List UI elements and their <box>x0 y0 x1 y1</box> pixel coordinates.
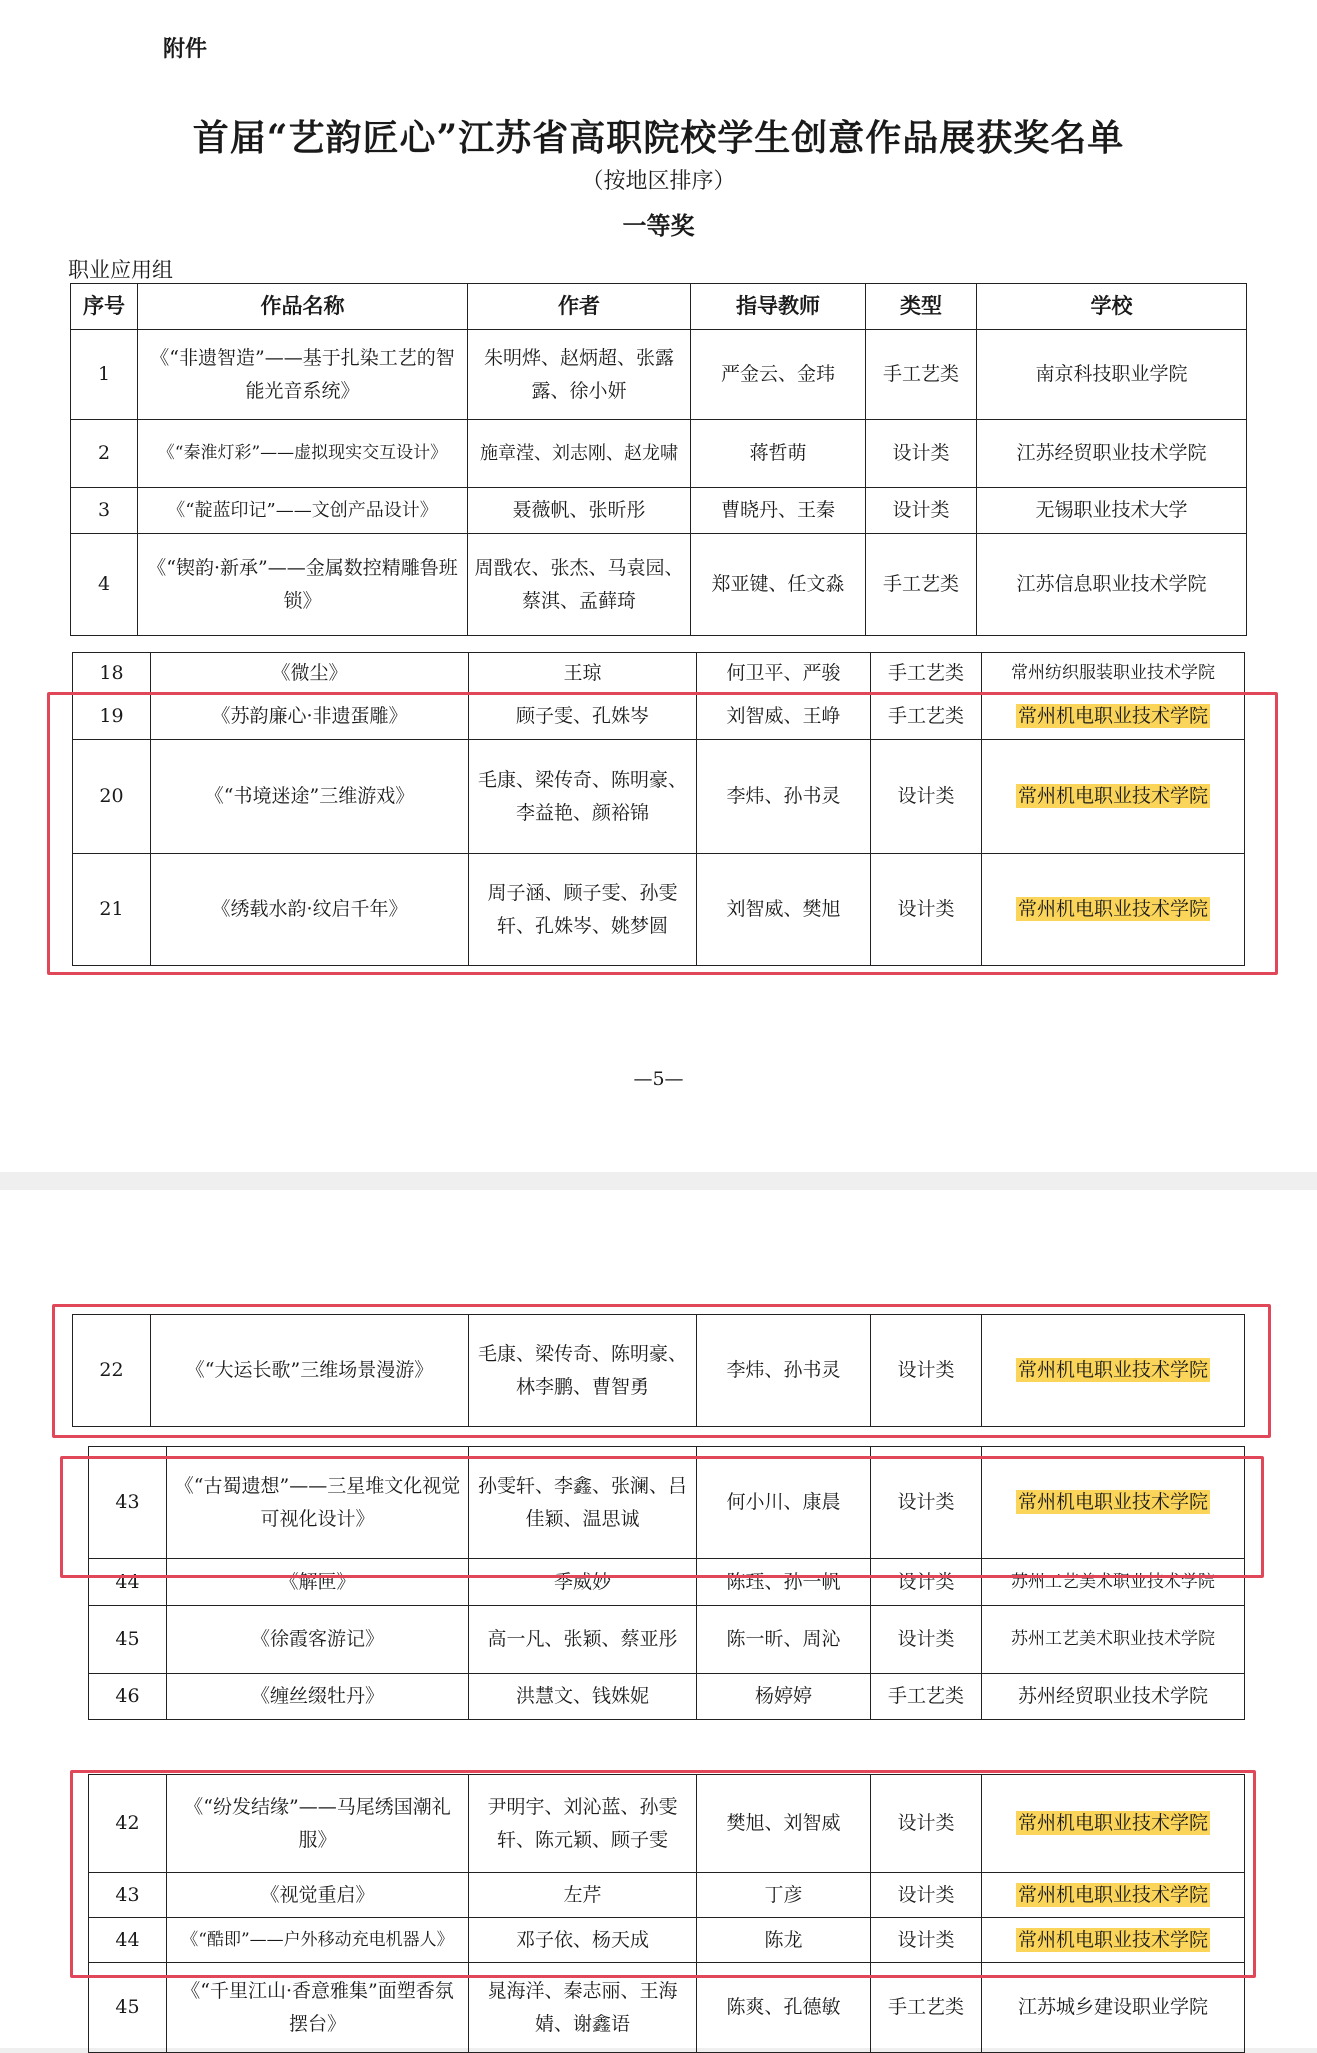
header-school: 学校 <box>977 284 1247 330</box>
cell-type: 设计类 <box>871 1775 982 1873</box>
header-type: 类型 <box>866 284 977 330</box>
cell-teacher: 刘智威、樊旭 <box>697 854 871 966</box>
cell-teacher: 丁彦 <box>697 1873 871 1918</box>
header-work: 作品名称 <box>138 284 468 330</box>
cell-author: 朱明烨、赵炳超、张露露、徐小妍 <box>468 330 691 420</box>
cell-school: 常州纺织服装职业技术学院 <box>982 653 1245 694</box>
cell-work: 《“古蜀遗想”——三星堆文化视觉可视化设计》 <box>167 1447 469 1559</box>
cell-teacher: 杨婷婷 <box>697 1674 871 1720</box>
table-row <box>71 330 1247 420</box>
school-highlight: 常州机电职业技术学院 <box>1017 705 1208 727</box>
cell-work: 《“靛蓝印记”——文创产品设计》 <box>138 488 468 534</box>
cell-work: 《“锲韵·新承”——金属数控精雕鲁班锁》 <box>138 534 468 636</box>
highlight-box-1 <box>47 692 1278 975</box>
cell-work: 《徐霞客游记》 <box>167 1606 469 1674</box>
cell-work: 《微尘》 <box>151 653 469 694</box>
cell-work: 《缠丝缀牡丹》 <box>167 1674 469 1720</box>
cell-author: 孙雯轩、李鑫、张澜、吕佳颖、温思诚 <box>469 1447 697 1559</box>
school-highlight: 常州机电职业技术学院 <box>1017 1812 1208 1834</box>
cell-num: 19 <box>73 694 151 740</box>
cell-author: 聂薇帆、张昕彤 <box>468 488 691 534</box>
cell-type: 手工艺类 <box>866 330 977 420</box>
cell-type: 设计类 <box>871 1873 982 1918</box>
cell-work: 《绣载水韵·纹启千年》 <box>151 854 469 966</box>
cell-work: 《“书境迷途”三维游戏》 <box>151 740 469 854</box>
cell-work: 《解匣》 <box>167 1559 469 1606</box>
cell-num: 45 <box>89 1606 167 1674</box>
highlight-box-4 <box>70 1770 1256 1978</box>
cell-num: 43 <box>89 1447 167 1559</box>
cell-teacher: 郑亚键、任文淼 <box>691 534 866 636</box>
cell-work: 《“酷即”——户外移动充电机器人》 <box>167 1918 469 1963</box>
cell-type: 设计类 <box>866 488 977 534</box>
cell-teacher: 曹晓丹、王秦 <box>691 488 866 534</box>
cell-author: 左芹 <box>469 1873 697 1918</box>
cell-type: 设计类 <box>871 1918 982 1963</box>
cell-school: 苏州工艺美术职业技术学院 <box>982 1559 1245 1606</box>
cell-work: 《“千里江山·香意雅集”面塑香氛摆台》 <box>167 1963 469 2053</box>
cell-work: 《“大运长歌”三维场景漫游》 <box>151 1315 469 1427</box>
cell-num: 2 <box>71 420 138 488</box>
cell-type: 设计类 <box>871 1606 982 1674</box>
cell-work: 《“纷发结缘”——马尾绣国潮礼服》 <box>167 1775 469 1873</box>
cell-num: 46 <box>89 1674 167 1720</box>
cell-num: 21 <box>73 854 151 966</box>
cell-num: 20 <box>73 740 151 854</box>
cell-teacher: 陈龙 <box>697 1918 871 1963</box>
cell-author: 晁海洋、秦志丽、王海婧、谢鑫语 <box>469 1963 697 2053</box>
table-row <box>89 1606 1245 1674</box>
cell-num: 42 <box>89 1775 167 1873</box>
cell-author: 高一凡、张颖、蔡亚彤 <box>469 1606 697 1674</box>
school-highlight: 常州机电职业技术学院 <box>1017 1491 1208 1513</box>
cell-teacher: 李炜、孙书灵 <box>697 740 871 854</box>
cell-num: 45 <box>89 1963 167 2053</box>
cell-author: 王琼 <box>469 653 697 694</box>
document-page-2 <box>0 1190 1317 2048</box>
document-title: 首届“艺韵匠心”江苏省高职院校学生创意作品展获奖名单 <box>192 117 1125 159</box>
cell-type: 手工艺类 <box>866 534 977 636</box>
cell-author: 顾子雯、孔姝岑 <box>469 694 697 740</box>
document-subtitle: （按地区排序） <box>581 169 736 194</box>
cell-teacher: 陈一昕、周沁 <box>697 1606 871 1674</box>
cell-school: 苏州工艺美术职业技术学院 <box>982 1606 1245 1674</box>
cell-teacher: 陈爽、孔德敏 <box>697 1963 871 2053</box>
highlight-box-2 <box>52 1304 1271 1438</box>
header-num: 序号 <box>71 284 138 330</box>
cell-teacher: 严金云、金玮 <box>691 330 866 420</box>
school-highlight: 常州机电职业技术学院 <box>1017 785 1208 807</box>
cell-type: 手工艺类 <box>871 653 982 694</box>
highlight-box-3 <box>60 1456 1264 1578</box>
cell-type: 设计类 <box>871 740 982 854</box>
cell-school: 南京科技职业学院 <box>977 330 1247 420</box>
cell-work: 《苏韵廉心·非遗蛋雕》 <box>151 694 469 740</box>
cell-num: 18 <box>73 653 151 694</box>
cell-teacher: 樊旭、刘智威 <box>697 1775 871 1873</box>
cell-teacher: 刘智威、王峥 <box>697 694 871 740</box>
table-row <box>71 420 1247 488</box>
cell-num: 3 <box>71 488 138 534</box>
cell-type: 设计类 <box>871 1315 982 1427</box>
award-level: 一等奖 <box>622 212 695 240</box>
cell-school: 江苏城乡建设职业学院 <box>982 1963 1245 2053</box>
cell-author: 季威妙 <box>469 1559 697 1606</box>
cell-type: 手工艺类 <box>871 694 982 740</box>
school-highlight: 常州机电职业技术学院 <box>1017 1359 1208 1381</box>
header-author: 作者 <box>468 284 691 330</box>
award-table-1 <box>70 283 1247 636</box>
table-row <box>89 1674 1245 1720</box>
header-teacher: 指导教师 <box>691 284 866 330</box>
cell-author: 施章滢、刘志刚、赵龙啸 <box>468 420 691 488</box>
table-row <box>71 488 1247 534</box>
cell-teacher: 何小川、康晨 <box>697 1447 871 1559</box>
cell-type: 手工艺类 <box>871 1963 982 2053</box>
cell-school: 无锡职业技术大学 <box>977 488 1247 534</box>
table-row <box>71 534 1247 636</box>
cell-author: 周子涵、顾子雯、孙雯轩、孔姝岑、姚梦圆 <box>469 854 697 966</box>
table-row <box>73 653 1245 694</box>
cell-teacher: 蒋哲萌 <box>691 420 866 488</box>
cell-work: 《视觉重启》 <box>167 1873 469 1918</box>
cell-author: 邓子依、杨天成 <box>469 1918 697 1963</box>
cell-work: 《“秦淮灯彩”——虚拟现实交互设计》 <box>138 420 468 488</box>
school-highlight: 常州机电职业技术学院 <box>1017 1883 1208 1906</box>
cell-num: 43 <box>89 1873 167 1918</box>
cell-type: 设计类 <box>866 420 977 488</box>
school-highlight: 常州机电职业技术学院 <box>1017 1928 1208 1951</box>
page-number: —5— <box>633 1068 684 1090</box>
cell-type: 设计类 <box>871 1447 982 1559</box>
cell-school: 苏州经贸职业技术学院 <box>982 1674 1245 1720</box>
table-header-row <box>71 284 1247 330</box>
cell-num: 4 <box>71 534 138 636</box>
group-label: 职业应用组 <box>68 258 173 282</box>
cell-author: 周戬农、张杰、马袁园、蔡淇、孟藓琦 <box>468 534 691 636</box>
cell-num: 1 <box>71 330 138 420</box>
cell-teacher: 李炜、孙书灵 <box>697 1315 871 1427</box>
cell-school: 江苏经贸职业技术学院 <box>977 420 1247 488</box>
cell-author: 毛康、梁传奇、陈明豪、林李鹏、曹智勇 <box>469 1315 697 1427</box>
cell-author: 洪慧文、钱姝妮 <box>469 1674 697 1720</box>
cell-type: 手工艺类 <box>871 1674 982 1720</box>
cell-author: 毛康、梁传奇、陈明豪、李益艳、颜裕锦 <box>469 740 697 854</box>
cell-school: 江苏信息职业技术学院 <box>977 534 1247 636</box>
attachment-label: 附件 <box>163 37 208 62</box>
cell-teacher: 何卫平、严骏 <box>697 653 871 694</box>
cell-work: 《“非遗智造”——基于扎染工艺的智能光音系统》 <box>138 330 468 420</box>
cell-type: 设计类 <box>871 854 982 966</box>
cell-num: 44 <box>89 1918 167 1963</box>
cell-teacher: 陈珏、孙一帆 <box>697 1559 871 1606</box>
cell-num: 22 <box>73 1315 151 1427</box>
cell-type: 设计类 <box>871 1559 982 1606</box>
cell-author: 尹明宇、刘沁蓝、孙雯轩、陈元颖、顾子雯 <box>469 1775 697 1873</box>
school-highlight: 常州机电职业技术学院 <box>1017 898 1208 920</box>
cell-num: 44 <box>89 1559 167 1606</box>
